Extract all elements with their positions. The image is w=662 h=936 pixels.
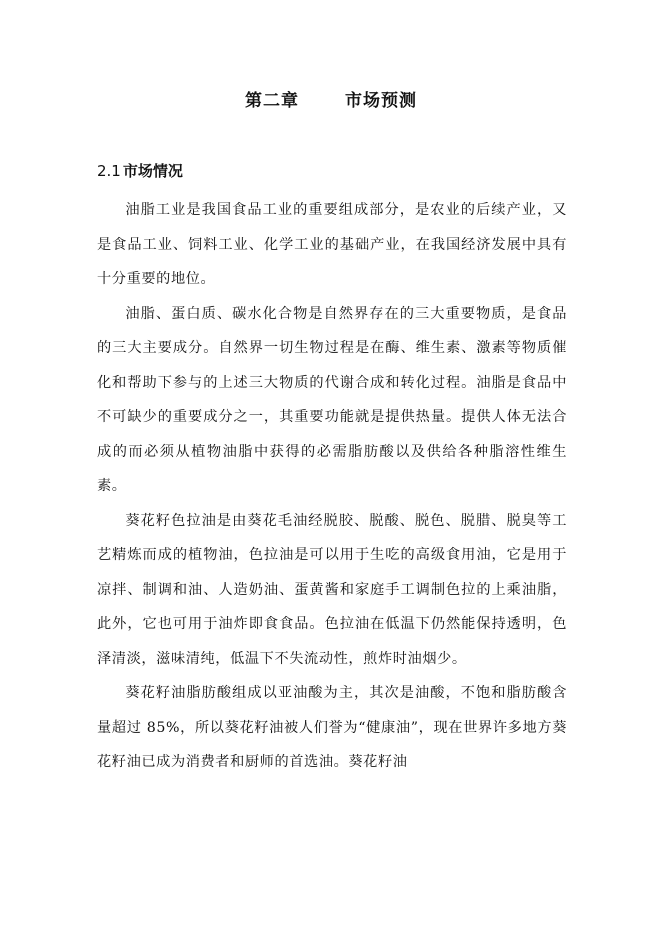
paragraph-1: 油脂工业是我国食品工业的重要组成部分，是农业的后续产业，又是食品工业、饲料工业、化学工业的基础产业，在我国经济发展中具有十分重要的地位。 [97, 202, 567, 287]
chapter-title [0, 86, 662, 111]
chapter-number: 第二章 [245, 91, 299, 111]
body-text [97, 193, 567, 780]
paragraph-3: 葵花籽色拉油是由葵花毛油经脱胶、脱酸、脱色、脱腊、脱臭等工艺精炼而成的植物油，色拉油是可以用于生吃的高级食用油，它是用于凉拌、制调和油、人造奶油、蛋黄酱和家庭手工调制色拉的上乘油脂，此外，它也可用于油炸即食食品。色拉油在低温下仍然能保持透明，色泽清淡，滋味清纯，低温下不失流动性，煎炸时油烟少。 [97, 512, 567, 667]
section-heading [97, 160, 183, 181]
section-number: 2.1 [97, 162, 121, 180]
section-title: 市场情况 [122, 162, 183, 180]
paragraph-4: 葵花籽油脂肪酸组成以亚油酸为主，其次是油酸，不饱和脂肪酸含量超过 85%，所以葵花籽油被人们誉为“健康油”，现在世界许多地方葵花籽油已成为消费者和厨师的首选油。葵花籽油 [97, 685, 567, 770]
chapter-name: 市场预测 [345, 91, 417, 111]
paragraph-2: 油脂、蛋白质、碳水化合物是自然界存在的三大重要物质，是食品的三大主要成分。自然界一切生物过程是在酶、维生素、激素等物质催化和帮助下参与的上述三大物质的代谢合成和转化过程。油脂是食品中不可缺少的重要成分之一，其重要功能就是提供热量。提供人体无法合成的而必须从植物油脂中获得的必需脂肪酸以及供给各种脂溶性维生素。 [97, 305, 567, 494]
